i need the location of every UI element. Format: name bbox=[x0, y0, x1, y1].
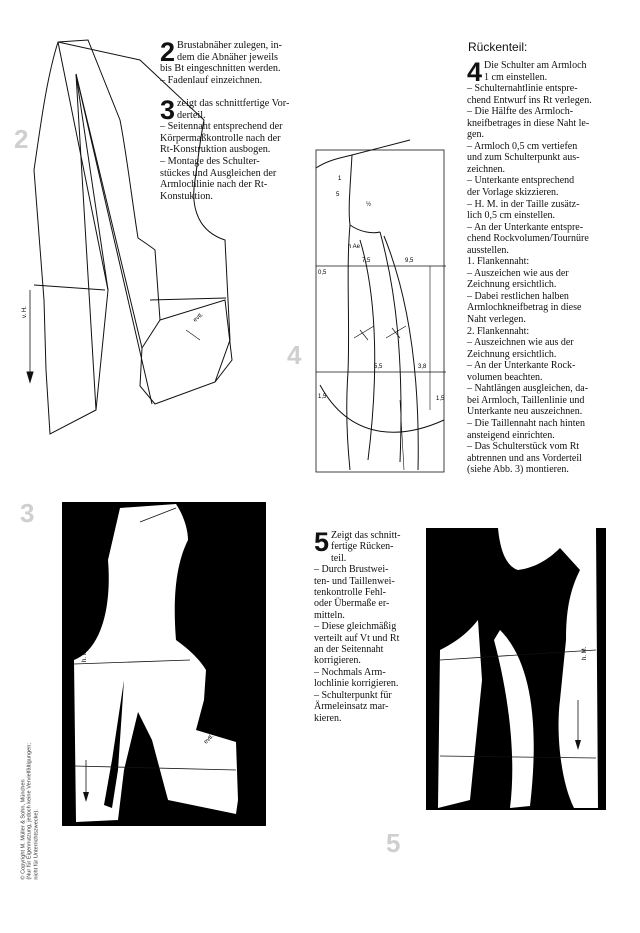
step4-line: – Die Hälfte des Armloch- bbox=[467, 106, 574, 118]
step4-line: chend Rockvolumen/Tournüre bbox=[467, 233, 589, 245]
step3-line: zeigt das schnittfertige Vor- bbox=[177, 98, 290, 109]
label-hm-fig5: h. M. bbox=[582, 646, 588, 660]
step4-line: – An der Unterkante entspre- bbox=[467, 221, 584, 233]
label-1: 1 bbox=[338, 176, 342, 182]
step2-line: Brustabnäher zulegen, in- bbox=[177, 40, 282, 51]
step5-line: oder Übermaße er- bbox=[314, 598, 390, 610]
step4-line: und zum Schulterpunkt aus- bbox=[467, 152, 580, 164]
figure-number-4: 4 bbox=[287, 340, 302, 370]
figure-3-finished-front bbox=[62, 502, 266, 826]
figure-4-back-construction bbox=[316, 140, 446, 472]
step4-line: – Armloch 0,5 cm vertiefen bbox=[467, 140, 578, 152]
step5-line: – Nochmals Arm- bbox=[314, 666, 386, 678]
label-38: 3,8 bbox=[418, 364, 427, 370]
label-5: 5 bbox=[336, 192, 340, 198]
label-hae: h Ae bbox=[348, 244, 361, 250]
label-95: 9,5 bbox=[405, 258, 414, 264]
step4-line: der Vorlage skizzieren. bbox=[467, 187, 559, 199]
figure-number-3: 3 bbox=[20, 498, 35, 528]
step5-line: teil. bbox=[331, 552, 347, 564]
copyright-line: nicht für Unterrichtszwecke). bbox=[33, 809, 40, 880]
step4-line: zeichnen. bbox=[467, 163, 506, 175]
figure-5-finished-back bbox=[426, 528, 606, 810]
step4-line: – H. M. in der Taille zusätz- bbox=[467, 198, 580, 210]
step3-line: – Montage des Schulter- bbox=[160, 155, 260, 167]
step4-number: 4 bbox=[467, 57, 483, 87]
rueckenteil-heading: Rückenteil: bbox=[468, 40, 528, 54]
step2-line: bis Bt eingeschnitten werden. bbox=[160, 63, 281, 75]
step3-line: – Seitennaht entsprechend der bbox=[160, 121, 283, 133]
step5-line: – Durch Brustwei- bbox=[314, 564, 389, 576]
step4-line: bei Armloch, Taillenlinie und bbox=[467, 394, 585, 406]
step4-line: – Nahtlängen ausgleichen, da- bbox=[467, 383, 589, 395]
step5-line: – Diese gleichmäßig bbox=[314, 621, 397, 633]
step4-line: – Unterkante entsprechend bbox=[467, 175, 575, 187]
label-evtl-fig2: evtl. bbox=[192, 311, 205, 324]
step4-line: Naht verlegen. bbox=[467, 314, 526, 326]
step4-line: Armlochkneifbetrag in diese bbox=[467, 302, 582, 314]
step4-line: 2. Flankennaht: bbox=[467, 325, 530, 337]
step4-line: chend Entwurf ins Rt verlegen. bbox=[467, 94, 592, 106]
step3-line: Armlochlinie nach der Rt- bbox=[160, 179, 268, 191]
step4-line: lich 0,5 cm einstellen. bbox=[467, 210, 556, 222]
step5-line: lochlinie korrigieren. bbox=[314, 678, 399, 690]
step4-line: 1 cm einstellen. bbox=[484, 71, 548, 83]
step4-line: – Auszeichnen wie aus der bbox=[467, 337, 574, 349]
step4-line: – Auszeichen wie aus der bbox=[467, 267, 569, 279]
step5-line: ten- und Taillenwei- bbox=[314, 575, 395, 587]
figure-number-5: 5 bbox=[386, 828, 401, 858]
step4-line: – Dabei restlichen halben bbox=[467, 290, 569, 302]
step3-number: 3 bbox=[160, 95, 176, 125]
step4-line: 1. Flankennaht: bbox=[467, 256, 530, 268]
step5-line: Zeigt das schnitt- bbox=[331, 530, 401, 541]
figure-2-front-pattern bbox=[27, 37, 232, 434]
step4-line: gen. bbox=[467, 129, 484, 141]
step4-line: ansteigend einrichten. bbox=[467, 429, 555, 441]
step4-line: Zeichnung ersichtlich. bbox=[467, 348, 557, 360]
step2-number: 2 bbox=[160, 37, 176, 67]
step5-line: tenkontrolle Fehl- bbox=[314, 587, 386, 599]
step3-line: derteil. bbox=[177, 109, 206, 121]
label-15: 1,5 bbox=[318, 394, 327, 400]
label-55: 5,5 bbox=[374, 364, 383, 370]
label-evtl-fig3: evtl. bbox=[203, 733, 216, 746]
step5-line: mitteln. bbox=[314, 609, 345, 621]
step5-line: fertige Rücken- bbox=[331, 541, 394, 553]
step4-line: – Die Taillennaht nach hinten bbox=[467, 417, 585, 429]
step5-number: 5 bbox=[314, 527, 330, 557]
step4-line: – An der Unterkante Rock- bbox=[467, 360, 576, 372]
step3-line: Rt-Konstruktion ausbogen. bbox=[160, 144, 271, 156]
step3-line: stückes und Ausgleichen der bbox=[160, 167, 277, 179]
step3-line: Konstuktion. bbox=[160, 190, 213, 202]
step2-line: – Fadenlauf einzeichnen. bbox=[160, 74, 263, 86]
step2-line: dem die Abnäher jeweils bbox=[177, 51, 279, 63]
step4-line: Die Schulter am Armloch bbox=[484, 60, 587, 71]
step3-line: Körpermaßkontrolle nach der bbox=[160, 132, 281, 144]
step5-line: verteilt auf Vt und Rt bbox=[314, 632, 400, 644]
step5-line: – Schulterpunkt für bbox=[314, 689, 392, 701]
step4-line: volumen beachten. bbox=[467, 371, 543, 383]
step5-line: kieren. bbox=[314, 712, 342, 724]
step4-line: (siehe Abb. 3) montieren. bbox=[467, 464, 569, 476]
step4-line: Unterkante neu auszeichnen. bbox=[467, 406, 583, 418]
step5-line: Ärmeleinsatz mar- bbox=[314, 701, 389, 713]
label-vh-fig2: v. H. bbox=[22, 306, 28, 318]
step5-line: korrigieren. bbox=[314, 655, 361, 667]
label-05: 0,5 bbox=[318, 270, 327, 276]
figure-number-2: 2 bbox=[14, 124, 29, 154]
step5-line: an der Seitennaht bbox=[314, 644, 384, 656]
label-hm-fig3: h. M. bbox=[82, 648, 88, 662]
copyright-line: (Nur für Eigennutzung, jedoch keine Vervielfältigungen; bbox=[26, 743, 33, 880]
label-15b: 1,5 bbox=[436, 396, 445, 402]
copyright-line: © Copyright M. Müller & Sohn, München bbox=[20, 779, 27, 880]
step4-line: Zeichnung ersichtlich. bbox=[467, 279, 557, 291]
step4-line: ausstellen. bbox=[467, 244, 509, 256]
step4-line: kneifbetrages in diese Naht le- bbox=[467, 117, 590, 129]
step4-line: abtrennen und ans Vorderteil bbox=[467, 452, 582, 464]
label-half: ½ bbox=[366, 202, 372, 208]
step4-line: – Das Schulterstück vom Rt bbox=[467, 441, 580, 453]
step4-line: – Schulternahtlinie entspre- bbox=[467, 83, 578, 95]
label-75: 7,5 bbox=[362, 258, 371, 264]
